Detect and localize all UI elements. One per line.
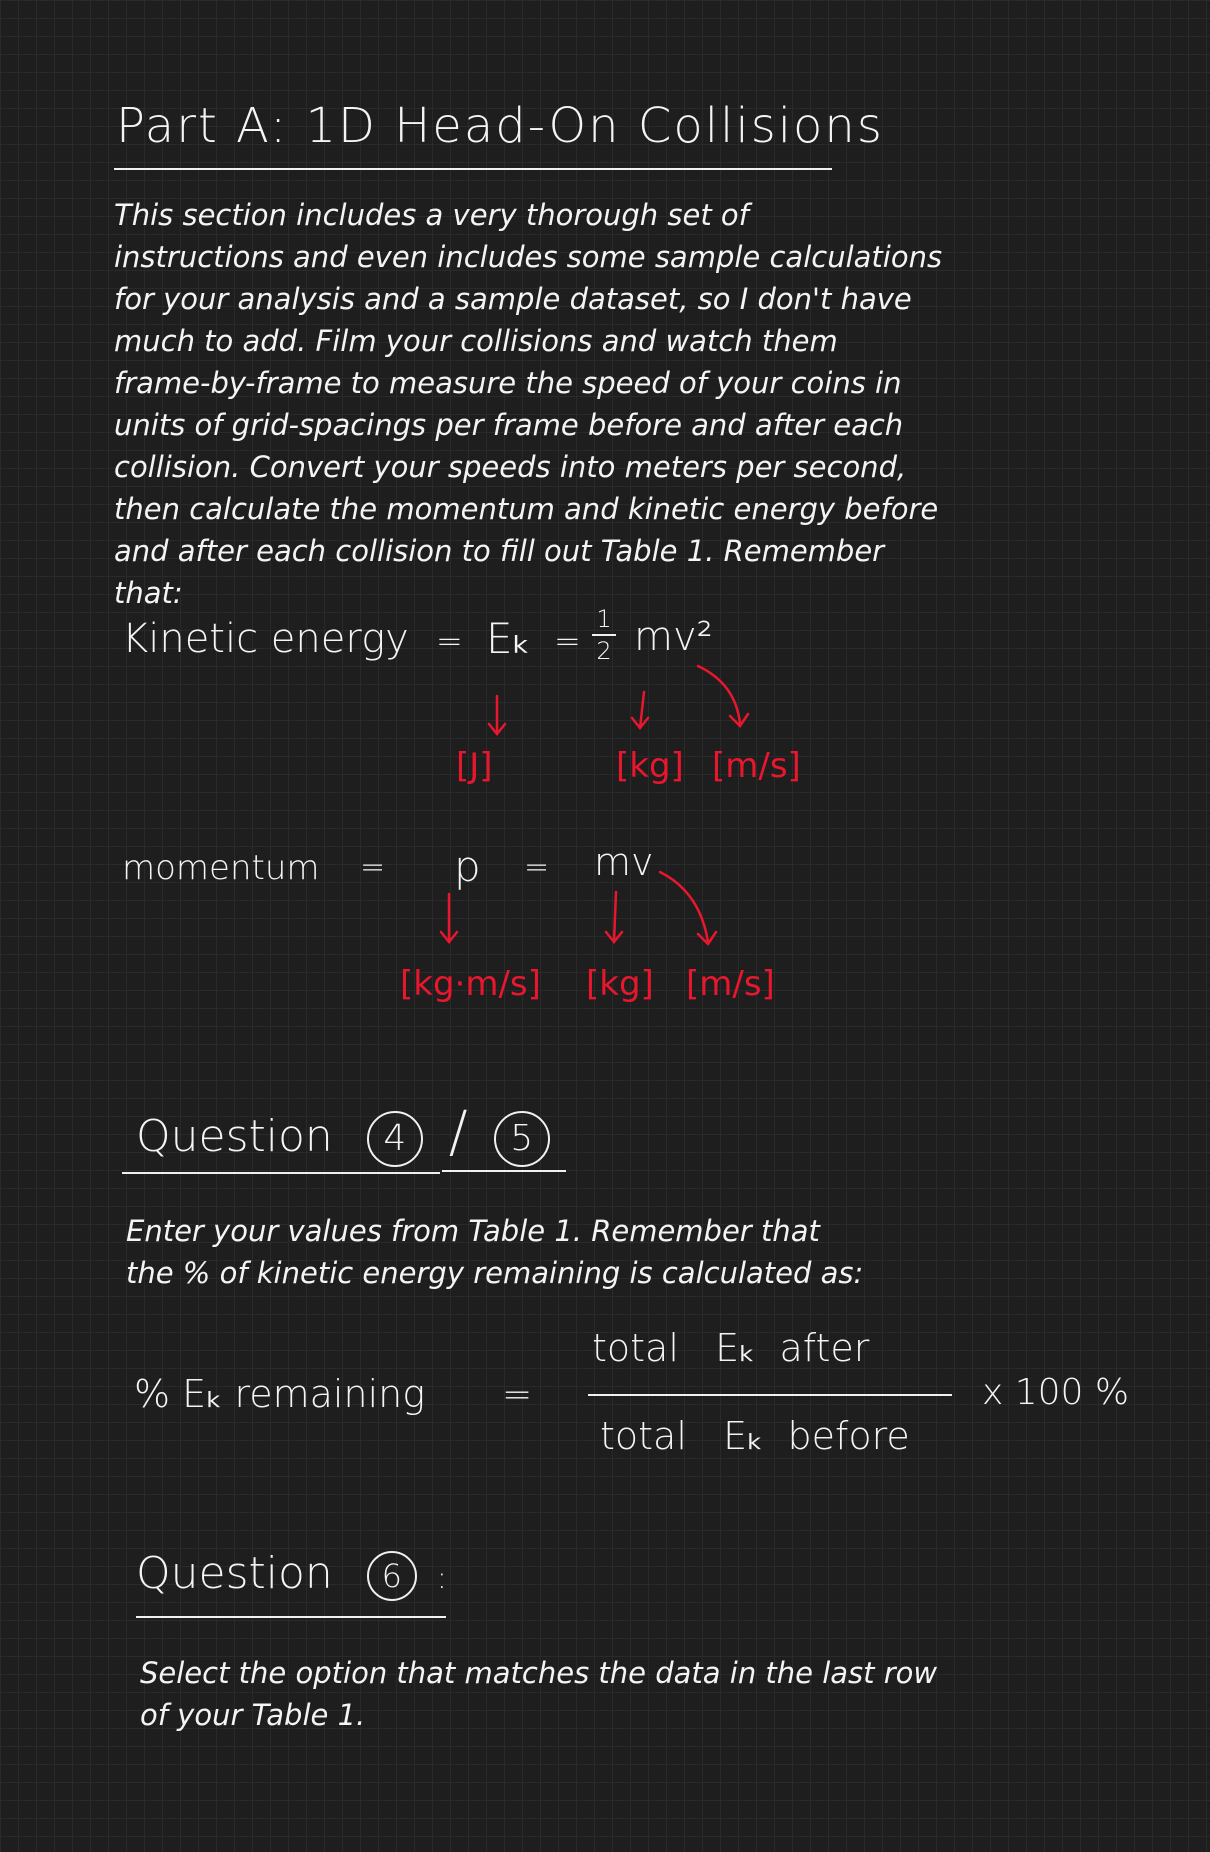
question-6-label: Question <box>136 1548 333 1599</box>
intro-line: for your analysis and a sample dataset, so I don't have <box>114 282 912 316</box>
kinetic-energy-label: Kinetic energy <box>122 616 409 662</box>
kinetic-symbol: Eₖ <box>486 614 531 663</box>
intro-line: then calculate the momentum and kinetic energy before <box>114 492 939 526</box>
unit-ms-kinetic: [m/s] <box>712 746 801 786</box>
question-slash: / <box>448 1100 468 1165</box>
arrow-p-to-kgms <box>441 894 457 942</box>
momentum-eq-sign-1: = <box>360 850 386 885</box>
question-45-underline-1 <box>122 1172 440 1174</box>
half-denominator: 2 <box>596 637 612 665</box>
momentum-label: momentum <box>122 848 320 888</box>
unit-kg-momentum: [kg] <box>586 964 654 1004</box>
formula-denominator: total Eₖ before <box>600 1414 910 1458</box>
arrow-m-to-kg <box>632 692 648 728</box>
question-45-label: Question <box>136 1111 333 1162</box>
arrow-v-to-ms-momentum <box>660 872 716 944</box>
unit-kg-m-s: [kg·m/s] <box>400 964 541 1004</box>
formula-fraction-bar <box>588 1394 952 1396</box>
momentum-expression: mv <box>594 840 654 884</box>
intro-line: much to add. Film your collisions and watch them <box>114 324 838 358</box>
question-45-heading <box>136 1100 550 1167</box>
intro-line: that: <box>114 576 183 610</box>
question-6-underline <box>136 1616 446 1618</box>
intro-line: collision. Convert your speeds into meters per second, <box>114 450 907 484</box>
unit-ms-momentum: [m/s] <box>686 964 775 1004</box>
question-number-4-badge: 4 <box>367 1111 423 1167</box>
question-6-heading <box>136 1548 447 1601</box>
kinetic-expression: mv² <box>634 614 713 660</box>
intro-line: and after each collision to fill out Table 1. Remember <box>114 534 885 568</box>
intro-line: instructions and even includes some sample calculations <box>114 240 943 274</box>
half-numerator: 1 <box>596 605 612 633</box>
question-number-5-badge: 5 <box>494 1111 550 1167</box>
momentum-eq-sign-2: = <box>524 850 550 885</box>
question-6-colon: : <box>436 1561 447 1596</box>
momentum-symbol: p <box>454 842 481 891</box>
formula-eq-sign: = <box>502 1374 533 1415</box>
arrow-m-to-kg-momentum <box>606 892 622 942</box>
arrow-ek-to-joules <box>489 696 505 734</box>
question-45-underline-2 <box>442 1170 566 1172</box>
question-6-line: of your Table 1. <box>140 1698 366 1732</box>
unit-joules: [J] <box>456 746 493 786</box>
unit-kg-kinetic: [kg] <box>616 746 684 786</box>
question-6-line: Select the option that matches the data in the last row <box>140 1656 938 1690</box>
intro-line: This section includes a very thorough set of <box>114 198 749 232</box>
intro-line: frame-by-frame to measure the speed of your coins in <box>114 366 902 400</box>
arrow-v-to-ms <box>698 666 748 726</box>
part-title: Part A: 1D Head-On Collisions <box>116 98 884 154</box>
intro-line: units of grid-spacings per frame before and after each <box>114 408 904 442</box>
formula-lhs: % Eₖ remaining <box>134 1372 426 1416</box>
question-45-text <box>126 1210 1026 1294</box>
kinetic-eq-sign-1: = <box>436 622 463 660</box>
question-45-line: Enter your values from Table 1. Remember that <box>126 1214 820 1248</box>
question-45-line: the % of kinetic energy remaining is calculated as: <box>126 1256 864 1290</box>
formula-numerator: total Eₖ after <box>592 1326 870 1370</box>
question-number-6-badge: 6 <box>367 1551 417 1601</box>
formula-times-100: x 100 % <box>982 1372 1130 1413</box>
question-6-text <box>140 1652 1100 1736</box>
kinetic-eq-sign-2: = <box>554 622 581 660</box>
